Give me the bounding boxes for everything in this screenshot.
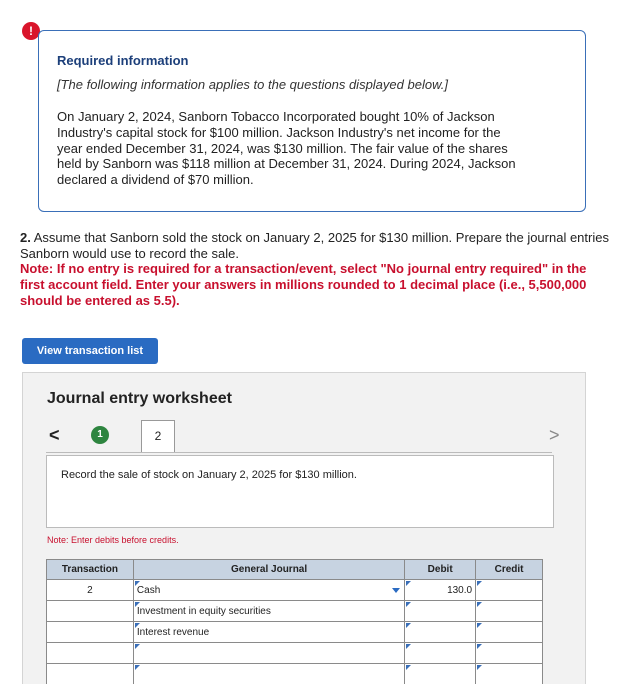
chevron-left-icon[interactable]: < bbox=[49, 425, 60, 445]
transaction-cell bbox=[47, 643, 134, 664]
account-value: Interest revenue bbox=[136, 626, 210, 638]
question-number: 2. bbox=[20, 230, 31, 245]
journal-table bbox=[46, 559, 543, 684]
debit-input[interactable] bbox=[405, 643, 476, 664]
info-title: Required information bbox=[57, 53, 189, 68]
view-transaction-list-button[interactable]: View transaction list bbox=[22, 338, 158, 364]
info-line: held by Sanborn was $118 million at December 31, 2024. During 2024, Jackson bbox=[57, 156, 516, 172]
credit-input[interactable] bbox=[476, 664, 543, 684]
column-credit: Credit bbox=[476, 560, 543, 580]
info-body bbox=[57, 109, 557, 188]
debit-note: Note: Enter debits before credits. bbox=[47, 535, 179, 545]
required-information-box bbox=[38, 30, 586, 212]
question-text bbox=[20, 230, 610, 262]
worksheet-title: Journal entry worksheet bbox=[47, 390, 232, 407]
table-row bbox=[47, 643, 543, 664]
question-note bbox=[20, 261, 610, 308]
alert-icon: ! bbox=[22, 22, 40, 40]
account-select[interactable] bbox=[133, 664, 404, 684]
note-line: first account field. Enter your answers in millions rounded to 1 decimal place (i.e., 5,500,000 bbox=[20, 276, 587, 292]
note-line: should be entered as 5.5). bbox=[20, 292, 180, 308]
credit-input[interactable] bbox=[476, 601, 543, 622]
debit-input[interactable] bbox=[405, 664, 476, 684]
info-subtitle: [The following information applies to the questions displayed below.] bbox=[57, 77, 448, 92]
step-1-complete[interactable]: 1 bbox=[91, 426, 109, 444]
column-general-journal: General Journal bbox=[133, 560, 404, 580]
step-2-current[interactable]: 2 bbox=[141, 420, 175, 453]
credit-input[interactable] bbox=[476, 580, 543, 601]
instruction-panel bbox=[46, 455, 554, 528]
transaction-cell: 2 bbox=[47, 580, 134, 601]
info-line: Industry's capital stock for $100 million. Jackson Industry's net income for the bbox=[57, 124, 501, 140]
account-select[interactable] bbox=[133, 643, 404, 664]
transaction-cell bbox=[47, 601, 134, 622]
info-line: declared a dividend of $70 million. bbox=[57, 172, 254, 188]
column-debit: Debit bbox=[405, 560, 476, 580]
question-body: Assume that Sanborn sold the stock on January 2, 2025 for $130 million. Prepare the journal entries Sanborn would use to record the sale. bbox=[20, 230, 609, 261]
account-select[interactable] bbox=[133, 580, 404, 601]
debit-input[interactable] bbox=[405, 580, 476, 601]
chevron-right-icon[interactable]: > bbox=[549, 425, 560, 445]
debit-input[interactable] bbox=[405, 622, 476, 643]
account-select[interactable] bbox=[133, 601, 404, 622]
transaction-cell bbox=[47, 622, 134, 643]
divider bbox=[46, 452, 552, 453]
info-line: On January 2, 2024, Sanborn Tobacco Incorporated bought 10% of Jackson bbox=[57, 109, 495, 124]
table-row bbox=[47, 580, 543, 601]
table-row bbox=[47, 622, 543, 643]
dropdown-arrow-icon[interactable] bbox=[392, 588, 400, 593]
info-line: year ended December 31, 2024, was $130 million. The fair value of the shares bbox=[57, 140, 508, 156]
column-transaction: Transaction bbox=[47, 560, 134, 580]
instruction-text: Record the sale of stock on January 2, 2025 for $130 million. bbox=[61, 469, 357, 481]
account-select[interactable] bbox=[133, 622, 404, 643]
account-value: Cash bbox=[136, 584, 161, 596]
note-line: Note: If no entry is required for a transaction/event, select "No journal entry required" in the bbox=[20, 261, 587, 276]
table-row bbox=[47, 664, 543, 684]
debit-input[interactable] bbox=[405, 601, 476, 622]
credit-input[interactable] bbox=[476, 622, 543, 643]
journal-entry-worksheet bbox=[22, 372, 586, 684]
credit-input[interactable] bbox=[476, 643, 543, 664]
account-value: Investment in equity securities bbox=[136, 605, 271, 617]
table-row bbox=[47, 601, 543, 622]
transaction-cell bbox=[47, 664, 134, 684]
debit-value: 130.0 bbox=[447, 584, 473, 596]
